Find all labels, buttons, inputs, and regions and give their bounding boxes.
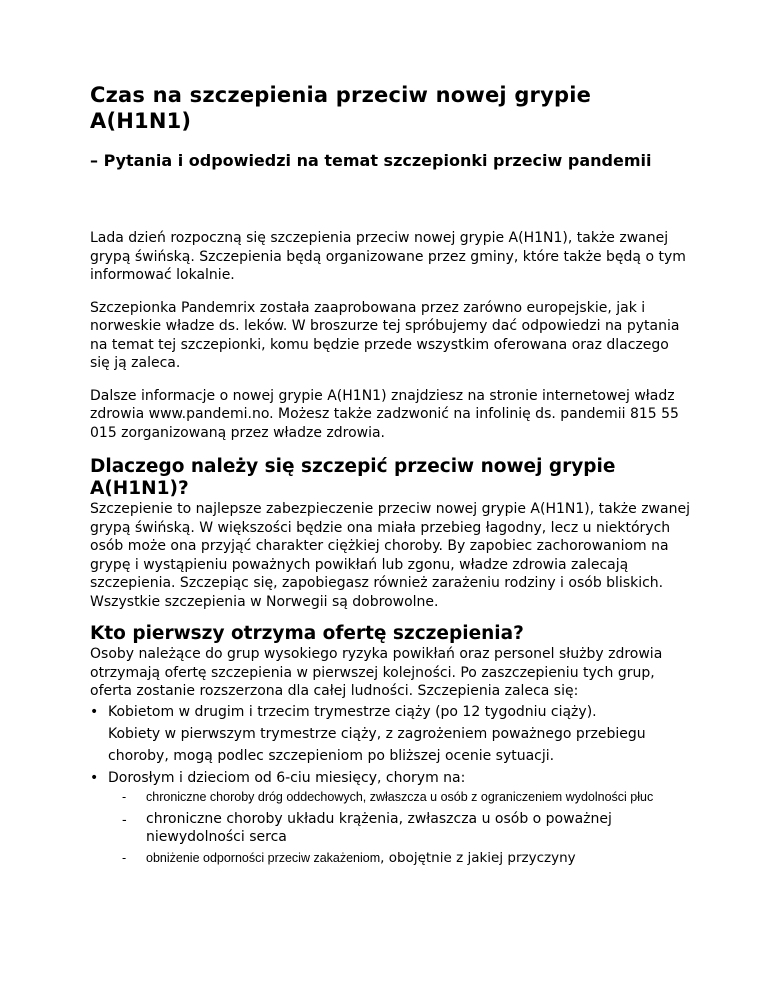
section-heading-who-first: Kto pierwszy otrzyma ofertę szczepienia?	[90, 623, 524, 644]
bullet-pregnant-note: Kobiety w pierwszym trymestrze ciąży, z zagrożeniem poważnego przebiegu choroby, mogą podlec szczepieniom po bliższej ocenie sytuacji.	[108, 725, 646, 764]
bullet-icon: •	[90, 703, 99, 720]
sublist	[108, 789, 690, 867]
dash-icon: -	[122, 850, 127, 865]
dash-icon: -	[122, 789, 127, 804]
document-page	[90, 82, 690, 867]
section-text-why-vaccinate: Szczepienie to najlepsze zabezpieczenie przeciw nowej grypie A(H1N1), także zwanej grypą świńską. W większości będzie ona miała przebieg łagodny, lecz u niektórych osób może ona przyjąć charakter ciężkiej choroby. By zapobiec zachorowaniom na grypę i wystąpieniu poważnych powikłań lub zgonu, władze zdrowia zalecają szczepienia. Szczepiąc się, zapobiegasz również zarażeniu rodziny i osób bliskich. Wszystkie szczepienia w Norwegii są dobrowolne.	[90, 501, 690, 610]
intro-paragraph-1: Lada dzień rozpoczną się szczepienia przeciw nowej grypie A(H1N1), także zwanej grypą świńską. Szczepienia będą organizowane przez gminy, które także będą o tym informować lokalnie.	[90, 230, 686, 283]
list-item	[90, 767, 690, 867]
document-subtitle: – Pytania i odpowiedzi na temat szczepionki przeciw pandemii	[90, 151, 652, 170]
section-heading-why-vaccinate: Dlaczego należy się szczepić przeciw nowej grypie A(H1N1)?	[90, 456, 616, 499]
sub-item-immunity: obniżenie odporności przeciw zakażeniom	[146, 850, 381, 865]
sub-item-cardiac: chroniczne choroby układu krążenia, zwłaszcza u osób o poważnej niewydolności serca	[146, 810, 612, 845]
intro-paragraph-3: Dalsze informacje o nowej grypie A(H1N1) znajdziesz na stronie internetowej władz zdrowia www.pandemi.no. Możesz także zadzwonić na infolinię ds. pandemii 815 55 015 zorganizowaną przez władze zdrowia.	[90, 387, 679, 441]
bullet-icon: •	[90, 769, 99, 786]
bullet-chronic-text: Dorosłym i dzieciom od 6-ciu miesięcy, chorym na:	[108, 769, 466, 786]
sub-item-respiratory: chroniczne choroby dróg oddechowych, zwłaszcza u osób z ograniczeniem wydolności płuc	[146, 789, 654, 804]
bullet-pregnant-text: Kobietom w drugim i trzecim trymestrze ciąży (po 12 tygodniu ciąży).	[108, 703, 597, 720]
dash-icon: -	[122, 810, 127, 827]
sub-list-item	[108, 850, 690, 867]
document-title: Czas na szczepienia przeciw nowej grypie A(H1N1)	[90, 83, 592, 133]
list-item	[90, 701, 690, 767]
sub-list-item	[108, 810, 690, 850]
intro-paragraph-2: Szczepionka Pandemrix została zaaprobowana przez zarówno europejskie, jak i norweskie władze ds. leków. W broszurze tej spróbujemy dać odpowiedzi na pytania na temat tej szczepionki, komu będzie przede wszystkim oferowana oraz dlaczego się ją zaleca.	[90, 299, 680, 371]
sub-list-item	[108, 789, 690, 810]
recommendation-list	[90, 701, 690, 867]
section-text-who-first: Osoby należące do grup wysokiego ryzyka powikłań oraz personel służby zdrowia otrzymają ofertę szczepienia w pierwszej kolejności. Po zaszczepieniu tych grup, oferta zostanie rozszerzona dla całej ludności. Szczepienia zaleca się:	[90, 646, 663, 699]
sub-item-immunity-tail: , obojętnie z jakiej przyczyny	[380, 849, 576, 866]
